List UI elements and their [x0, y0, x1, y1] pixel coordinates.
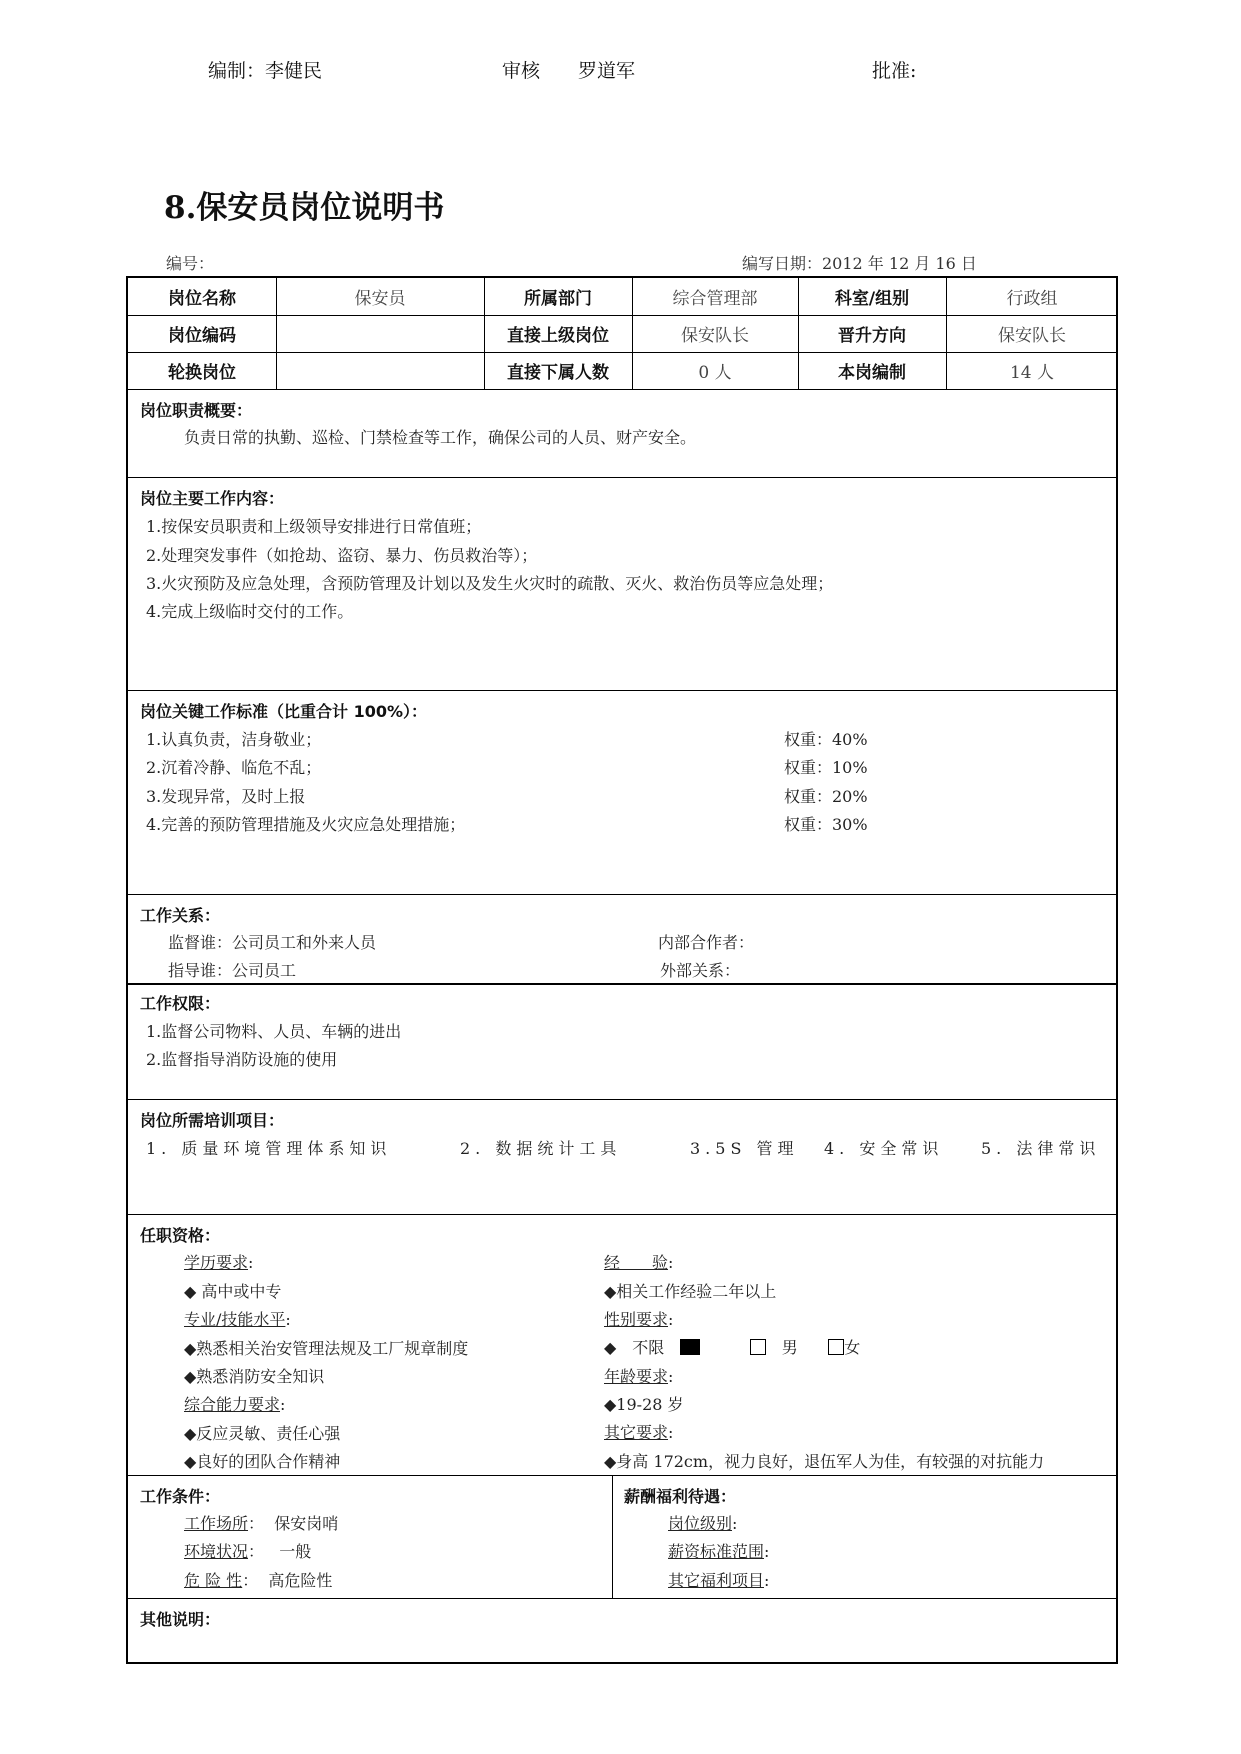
environment-value: 一般: [279, 1542, 312, 1561]
age-label-wrap: 年龄要求:: [604, 1367, 674, 1386]
authority-item: 2.监督指导消防设施的使用: [146, 1050, 338, 1069]
ability-label-wrap: 综合能力要求:: [184, 1395, 286, 1414]
other-label-wrap: 其它要求:: [604, 1423, 674, 1442]
training-item: 2. 数据统计工具: [460, 1139, 622, 1158]
skill-label-wrap: 专业/技能水平:: [184, 1310, 291, 1329]
duty-item: 2.处理突发事件（如抢劫、盗窃、暴力、伤员救治等）；: [146, 546, 538, 565]
gender-options: [604, 1335, 860, 1358]
gender-male-label: 男: [781, 1338, 798, 1357]
label-rotation: 轮换岗位: [168, 363, 236, 383]
ability-label: 综合能力要求: [184, 1395, 281, 1414]
document-title: 8.保安员岗位说明书: [164, 190, 445, 226]
training-item: 4. 安全常识: [824, 1139, 944, 1158]
label-job-title: 岗位名称: [168, 289, 236, 309]
skill-item: ◆熟悉消防安全知识: [184, 1367, 325, 1386]
gender-female-checkbox[interactable]: [828, 1339, 844, 1355]
relation-supervise: 监督谁：公司员工和外来人员: [168, 933, 377, 952]
qualifications-heading: 任职资格：: [140, 1226, 221, 1245]
standard-item: 4.完善的预防管理措施及火灾应急处理措施；: [146, 815, 466, 834]
age-value: ◆19-28 岁: [604, 1395, 684, 1414]
experience-label: 经 验: [604, 1253, 669, 1272]
reviewed-label: 审核: [502, 60, 541, 82]
duty-item: 3.火灾预防及应急处理，含预防管理及计划以及发生火灾时的疏散、灭火、救治伤员等应急处理；: [146, 574, 834, 593]
work-place-value: 保安岗哨: [274, 1514, 339, 1533]
other-req-value: ◆身高 172cm，视力良好，退伍军人为佳，有较强的对抗能力: [604, 1452, 1045, 1471]
risk-value: 高危险性: [268, 1571, 333, 1590]
value-promotion: 保安队长: [998, 326, 1066, 346]
risk: 危 险 性： 高危险性: [184, 1571, 333, 1590]
gender-unlimited-label: ◆ 不限: [604, 1338, 665, 1357]
value-headcount: 14 人: [1009, 363, 1055, 383]
label-job-code: 岗位编码: [168, 326, 236, 346]
relations-heading: 工作关系：: [140, 906, 221, 925]
approved-by: 批准:: [872, 60, 917, 82]
experience-value: ◆相关工作经验二年以上: [604, 1282, 777, 1301]
ability-item: ◆反应灵敏、责任心强: [184, 1424, 341, 1443]
gender-male-checkbox[interactable]: [750, 1339, 766, 1355]
value-subordinates: 0 人: [698, 363, 732, 383]
environment-label: 环境状况: [184, 1542, 249, 1561]
standard-weight: 权重：30%: [784, 815, 868, 834]
summary-text: 负责日常的执勤、巡检、门禁检查等工作，确保公司的人员、财产安全。: [184, 428, 697, 447]
ability-item: ◆良好的团队合作精神: [184, 1452, 341, 1471]
job-level-label: 岗位级别: [668, 1514, 733, 1533]
relation-guide: 指导谁：公司员工: [168, 961, 297, 980]
standard-item: 1.认真负责，洁身敬业；: [146, 730, 322, 749]
risk-label: 危 险 性: [184, 1571, 243, 1590]
reviewed-by: 罗道军: [578, 60, 636, 82]
authority-item: 1.监督公司物料、人员、车辆的进出: [146, 1022, 402, 1041]
label-direct-superior: 直接上级岗位: [507, 326, 609, 346]
authority-heading: 工作权限：: [140, 994, 221, 1013]
gender-unlimited-checkbox[interactable]: [680, 1339, 700, 1355]
label-subordinates: 直接下属人数: [507, 363, 609, 383]
relation-external: 外部关系：: [660, 961, 741, 980]
skill-item: ◆熟悉相关治安管理法规及工厂规章制度: [184, 1339, 469, 1358]
value-section: 行政组: [1006, 289, 1058, 309]
job-description-table: [126, 276, 1118, 1664]
training-item: 3.5S 管理: [690, 1139, 799, 1158]
other-req-label: 其它要求: [604, 1423, 669, 1442]
training-item: 5. 法律常识: [981, 1139, 1101, 1158]
relation-internal: 内部合作者：: [658, 933, 755, 952]
standard-weight: 权重：10%: [784, 758, 868, 777]
skill-label: 专业/技能水平: [184, 1310, 286, 1329]
other-benefits: 其它福利项目:: [668, 1571, 770, 1590]
work-place-label: 工作场所: [184, 1514, 249, 1533]
work-place: 工作场所： 保安岗哨: [184, 1514, 339, 1533]
salary-range-label: 薪资标准范围: [668, 1542, 765, 1561]
standard-item: 2.沉着冷静、临危不乱；: [146, 758, 322, 777]
conditions-heading: 工作条件：: [140, 1487, 221, 1506]
standard-item: 3.发现异常，及时上报: [146, 787, 306, 806]
value-rotation: [276, 352, 484, 389]
salary-range: 薪资标准范围:: [668, 1542, 770, 1561]
experience-label-wrap: 经 验:: [604, 1253, 674, 1272]
education-label-wrap: 学历要求:: [184, 1253, 254, 1272]
education-value: ◆ 高中或中专: [184, 1282, 282, 1301]
value-job-code: [276, 315, 484, 352]
label-headcount: 本岗编制: [838, 363, 906, 383]
standards-heading: 岗位关键工作标准（比重合计 100%）：: [140, 702, 428, 721]
gender-label: 性别要求: [604, 1310, 669, 1329]
environment: 环境状况： 一般: [184, 1542, 312, 1561]
job-level: 岗位级别:: [668, 1514, 738, 1533]
value-direct-superior: 保安队长: [681, 326, 749, 346]
benefits-heading: 薪酬福利待遇：: [624, 1487, 737, 1506]
standard-weight: 权重：40%: [784, 730, 868, 749]
gender-female-label: 女: [844, 1338, 861, 1357]
other-benefits-label: 其它福利项目: [668, 1571, 765, 1590]
age-label: 年龄要求: [604, 1367, 669, 1386]
duty-item: 4.完成上级临时交付的工作。: [146, 602, 354, 621]
summary-heading: 岗位职责概要：: [140, 401, 253, 420]
value-department: 综合管理部: [672, 289, 758, 309]
notes-heading: 其他说明：: [140, 1610, 221, 1629]
write-date: 编写日期：2012 年 12 月 16 日: [742, 254, 977, 273]
duty-item: 1.按保安员职责和上级领导安排进行日常值班；: [146, 517, 482, 536]
education-label: 学历要求: [184, 1253, 249, 1272]
standard-weight: 权重：20%: [784, 787, 868, 806]
prepared-by: 编制：李健民: [208, 60, 323, 82]
duties-heading: 岗位主要工作内容：: [140, 489, 285, 508]
value-job-title: 保安员: [354, 289, 406, 309]
label-department: 所属部门: [524, 289, 592, 309]
doc-number: 编号：: [166, 254, 215, 273]
label-promotion: 晋升方向: [838, 326, 906, 346]
training-heading: 岗位所需培训项目：: [140, 1111, 285, 1130]
label-section: 科室/组别: [834, 289, 910, 309]
gender-label-wrap: 性别要求:: [604, 1310, 674, 1329]
training-item: 1. 质量环境管理体系知识: [146, 1139, 392, 1158]
